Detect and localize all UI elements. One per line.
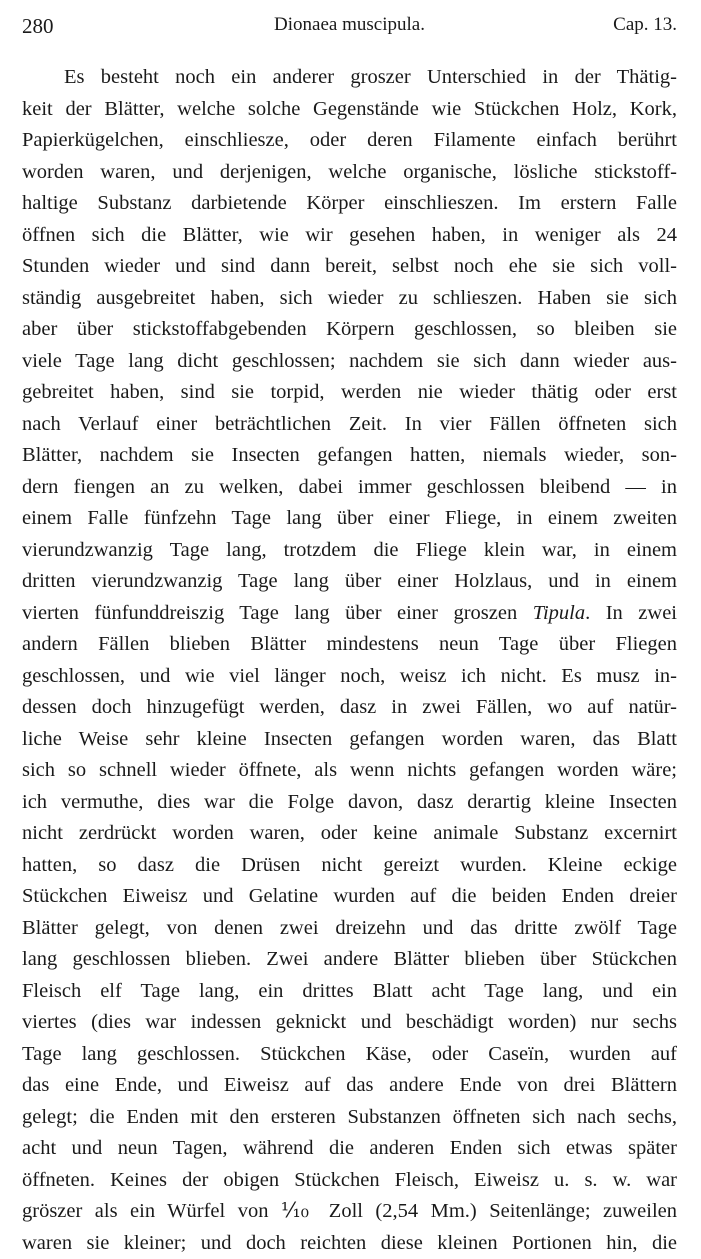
running-header — [22, 14, 677, 44]
text-line: dritten vierundzwanzig Tage lang über einer Holzlaus, und in einem — [22, 566, 677, 598]
text-line: worden waren, und derjenigen, welche organische, lösliche stickstoff- — [22, 157, 677, 189]
body-text — [22, 62, 677, 1259]
text-line: hatten, so dasz die Drüsen nicht gereizt wurden. Kleine eckige — [22, 850, 677, 882]
text-line: waren sie kleiner; und doch reichten diese kleinen Portionen hin, die — [22, 1228, 677, 1259]
text-line: einem Falle fünfzehn Tage lang über einer Fliege, in einem zweiten — [22, 503, 677, 535]
page-number: 280 — [22, 14, 54, 39]
text-line: andern Fällen blieben Blätter mindestens neun Tage über Fliegen — [22, 629, 677, 661]
text-line: aber über stickstoffabgebenden Körpern geschlossen, so bleiben sie — [22, 314, 677, 346]
text-line: Blätter, nachdem sie Insecten gefangen hatten, niemals wieder, son- — [22, 440, 677, 472]
text-line: öffnen sich die Blätter, wie wir gesehen haben, in weniger als 24 — [22, 220, 677, 252]
taxon-name-italic: Tipula — [533, 602, 585, 624]
chapter-label: Cap. 13. — [613, 14, 677, 36]
text-line: nach Verlauf einer beträchtlichen Zeit. In vier Fällen öffneten sich — [22, 409, 677, 441]
text-line: ich vermuthe, dies war die Folge davon, dasz derartig kleine Insecten — [22, 787, 677, 819]
text-line: viele Tage lang dicht geschlossen; nachdem sie sich dann wieder aus- — [22, 346, 677, 378]
text-line: ständig ausgebreitet haben, sich wieder zu schlieszen. Haben sie sich — [22, 283, 677, 315]
text-line: viertes (dies war indessen geknickt und beschädigt worden) nur sechs — [22, 1007, 677, 1039]
text-line: Tage lang geschlossen. Stückchen Käse, oder Caseïn, wurden auf — [22, 1039, 677, 1071]
line-text-after-italic: . In zwei — [585, 602, 677, 624]
text-line: gebreitet haben, sind sie torpid, werden nie wieder thätig oder erst — [22, 377, 677, 409]
text-line: öffneten. Keines der obigen Stückchen Fleisch, Eiweisz u. s. w. war — [22, 1165, 677, 1197]
text-line: sich so schnell wieder öffnete, als wenn nichts gefangen worden wäre; — [22, 755, 677, 787]
text-line-with-italic — [22, 598, 677, 630]
text-line: Es besteht noch ein anderer groszer Unterschied in der Thätig- — [22, 62, 677, 94]
text-line: Stückchen Eiweisz und Gelatine wurden auf die beiden Enden dreier — [22, 881, 677, 913]
line-text-before-italic: vierten fünfunddreiszig Tage lang über einer groszen — [22, 602, 533, 624]
text-line: gröszer als ein Würfel von ⅒ Zoll (2,54 Mm.) Seitenlänge; zuweilen — [22, 1196, 677, 1228]
text-line: acht und neun Tagen, während die anderen Enden sich etwas später — [22, 1133, 677, 1165]
text-line: Fleisch elf Tage lang, ein drittes Blatt acht Tage lang, und ein — [22, 976, 677, 1008]
text-line: haltige Substanz darbietende Körper einschlieszen. Im erstern Falle — [22, 188, 677, 220]
text-line: lang geschlossen blieben. Zwei andere Blätter blieben über Stückchen — [22, 944, 677, 976]
text-line: gelegt; die Enden mit den ersteren Substanzen öffneten sich nach sechs, — [22, 1102, 677, 1134]
text-line: keit der Blätter, welche solche Gegenstände wie Stückchen Holz, Kork, — [22, 94, 677, 126]
text-line: geschlossen, und wie viel länger noch, weisz ich nicht. Es musz in- — [22, 661, 677, 693]
text-line: dessen doch hinzugefügt werden, dasz in zwei Fällen, wo auf natür- — [22, 692, 677, 724]
text-line: Blätter gelegt, von denen zwei dreizehn und das dritte zwölf Tage — [22, 913, 677, 945]
text-line: das eine Ende, und Eiweisz auf das andere Ende von drei Blättern — [22, 1070, 677, 1102]
text-line: nicht zerdrückt worden waren, oder keine animale Substanz excernirt — [22, 818, 677, 850]
running-title: Dionaea muscipula. — [22, 14, 677, 36]
text-line: Stunden wieder und sind dann bereit, selbst noch ehe sie sich voll- — [22, 251, 677, 283]
text-line: liche Weise sehr kleine Insecten gefangen worden waren, das Blatt — [22, 724, 677, 756]
text-line: vierundzwanzig Tage lang, trotzdem die Fliege klein war, in einem — [22, 535, 677, 567]
text-line: dern fiengen an zu welken, dabei immer geschlossen bleibend — in — [22, 472, 677, 504]
text-line: Papierkügelchen, einschliesze, oder deren Filamente einfach berührt — [22, 125, 677, 157]
